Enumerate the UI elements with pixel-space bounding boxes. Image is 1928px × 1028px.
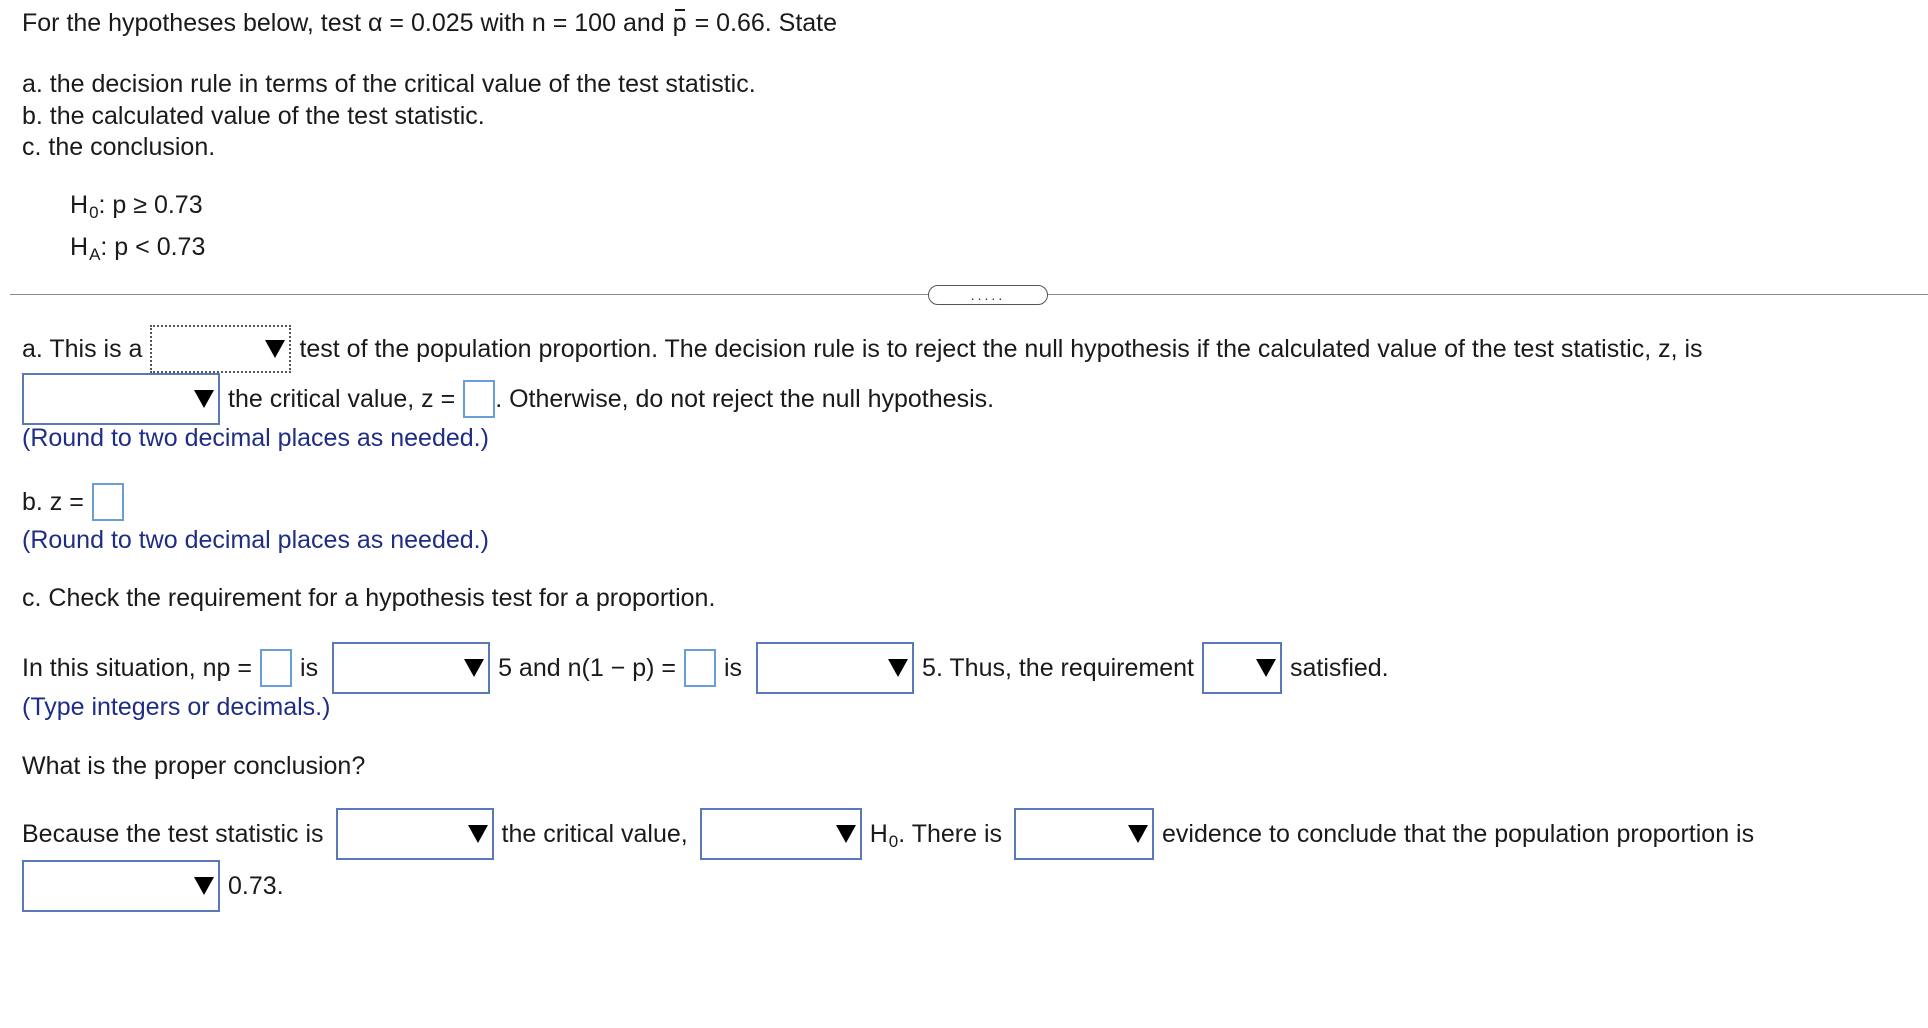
intro-prefix: For the hypotheses below, test α = 0.025 with n = 100 and	[22, 8, 665, 37]
is-label-1: is	[300, 653, 319, 682]
comparison-field	[24, 375, 188, 423]
nq-comparison-dropdown[interactable]	[756, 642, 914, 694]
conclusion-line1	[22, 808, 1754, 860]
evidence-dropdown[interactable]	[1014, 808, 1154, 860]
part-c-heading-text: c. Check the requirement for a hypothesis test for a proportion.	[22, 583, 716, 612]
h0-letter-conclusion: H	[869, 819, 888, 848]
h0-subscript: 0	[89, 203, 99, 222]
satisfied-label: satisfied.	[1289, 653, 1389, 682]
part-a-line1	[22, 324, 1703, 374]
n-one-minus-p-input[interactable]	[684, 649, 716, 687]
critical-value-label: the critical value, z =	[228, 384, 456, 413]
chevron-down-icon	[830, 810, 860, 858]
part-c-hint	[22, 687, 330, 727]
np-input[interactable]	[260, 649, 292, 687]
intro-suffix: = 0.66. State	[694, 8, 838, 37]
null-hypothesis	[70, 185, 203, 225]
chevron-down-icon	[1122, 810, 1152, 858]
np-label: In this situation, np =	[22, 653, 253, 682]
chevron-down-icon	[462, 810, 492, 858]
chevron-down-icon	[1250, 644, 1280, 692]
requirement-field	[1204, 644, 1250, 692]
proportion-comparison-field	[24, 862, 188, 910]
conclusion-question-text: What is the proper conclusion?	[22, 751, 366, 780]
part-b-hint	[22, 520, 489, 560]
part-a-hint-text: (Round to two decimal places as needed.)	[22, 423, 489, 452]
item-c-text: c. the conclusion.	[22, 132, 216, 161]
alternative-hypothesis	[70, 227, 205, 267]
np-comparison-field	[334, 644, 458, 692]
chevron-down-icon	[458, 644, 488, 692]
test-type-dropdown[interactable]	[150, 325, 291, 373]
requirement-label: 5. Thus, the requirement	[922, 653, 1194, 682]
critical-value-phrase: the critical value,	[501, 819, 688, 848]
test-statistic-input[interactable]	[92, 483, 124, 521]
is-label-2: is	[723, 653, 743, 682]
decision-field	[702, 810, 830, 858]
h0-statement: : p ≥ 0.73	[98, 190, 203, 219]
chevron-down-icon	[188, 862, 218, 910]
ha-letter: H	[70, 232, 89, 261]
there-is-label: . There is	[898, 819, 1003, 848]
conclusion-line2	[22, 860, 284, 912]
evidence-label: evidence to conclude that the population proportion is	[1162, 819, 1755, 848]
test-type-field	[152, 327, 259, 371]
part-c-heading	[22, 578, 715, 618]
chevron-down-icon	[882, 644, 912, 692]
nq-comparison-field	[758, 644, 882, 692]
part-b-hint-text: (Round to two decimal places as needed.)	[22, 525, 489, 554]
n-one-minus-p-label: 5 and n(1 − p) =	[498, 653, 676, 682]
proportion-comparison-dropdown[interactable]	[22, 860, 220, 912]
conclusion-question	[22, 746, 365, 786]
chevron-down-icon	[188, 375, 218, 423]
part-b-line	[22, 482, 124, 522]
divider-handle-dots: .....	[970, 287, 1006, 303]
item-c	[22, 127, 215, 167]
np-comparison-dropdown[interactable]	[332, 642, 490, 694]
item-a-text: a. the decision rule in terms of the critical value of the test statistic.	[22, 69, 756, 98]
part-b-prefix: b. z =	[22, 487, 84, 516]
h0-letter: H	[70, 190, 89, 219]
ha-subscript: A	[89, 245, 101, 264]
item-b-text: b. the calculated value of the test statistic.	[22, 101, 485, 130]
p-bar-symbol: p	[672, 8, 687, 37]
part-a-hint	[22, 418, 489, 458]
evidence-field	[1016, 810, 1122, 858]
proportion-value: 0.73.	[228, 871, 284, 900]
decision-dropdown[interactable]	[700, 808, 862, 860]
part-a-prefix: a. This is a	[22, 334, 143, 363]
critical-value-input[interactable]	[463, 380, 495, 418]
chevron-down-icon	[259, 327, 289, 371]
h0-subscript-conclusion: 0	[888, 832, 899, 851]
intro-line	[22, 3, 837, 43]
part-a-rule-text: test of the population proportion. The decision rule is to reject the null hypothesis if the calculated value of the test statistic, z, is	[299, 334, 1703, 363]
divider-handle[interactable]	[928, 285, 1048, 305]
part-c-hint-text: (Type integers or decimals.)	[22, 692, 331, 721]
statistic-comparison-field	[338, 810, 462, 858]
statistic-comparison-dropdown[interactable]	[336, 808, 494, 860]
because-label: Because the test statistic is	[22, 819, 324, 848]
otherwise-text: . Otherwise, do not reject the null hypothesis.	[495, 384, 995, 413]
requirement-dropdown[interactable]	[1202, 642, 1282, 694]
ha-statement: : p < 0.73	[100, 232, 206, 261]
